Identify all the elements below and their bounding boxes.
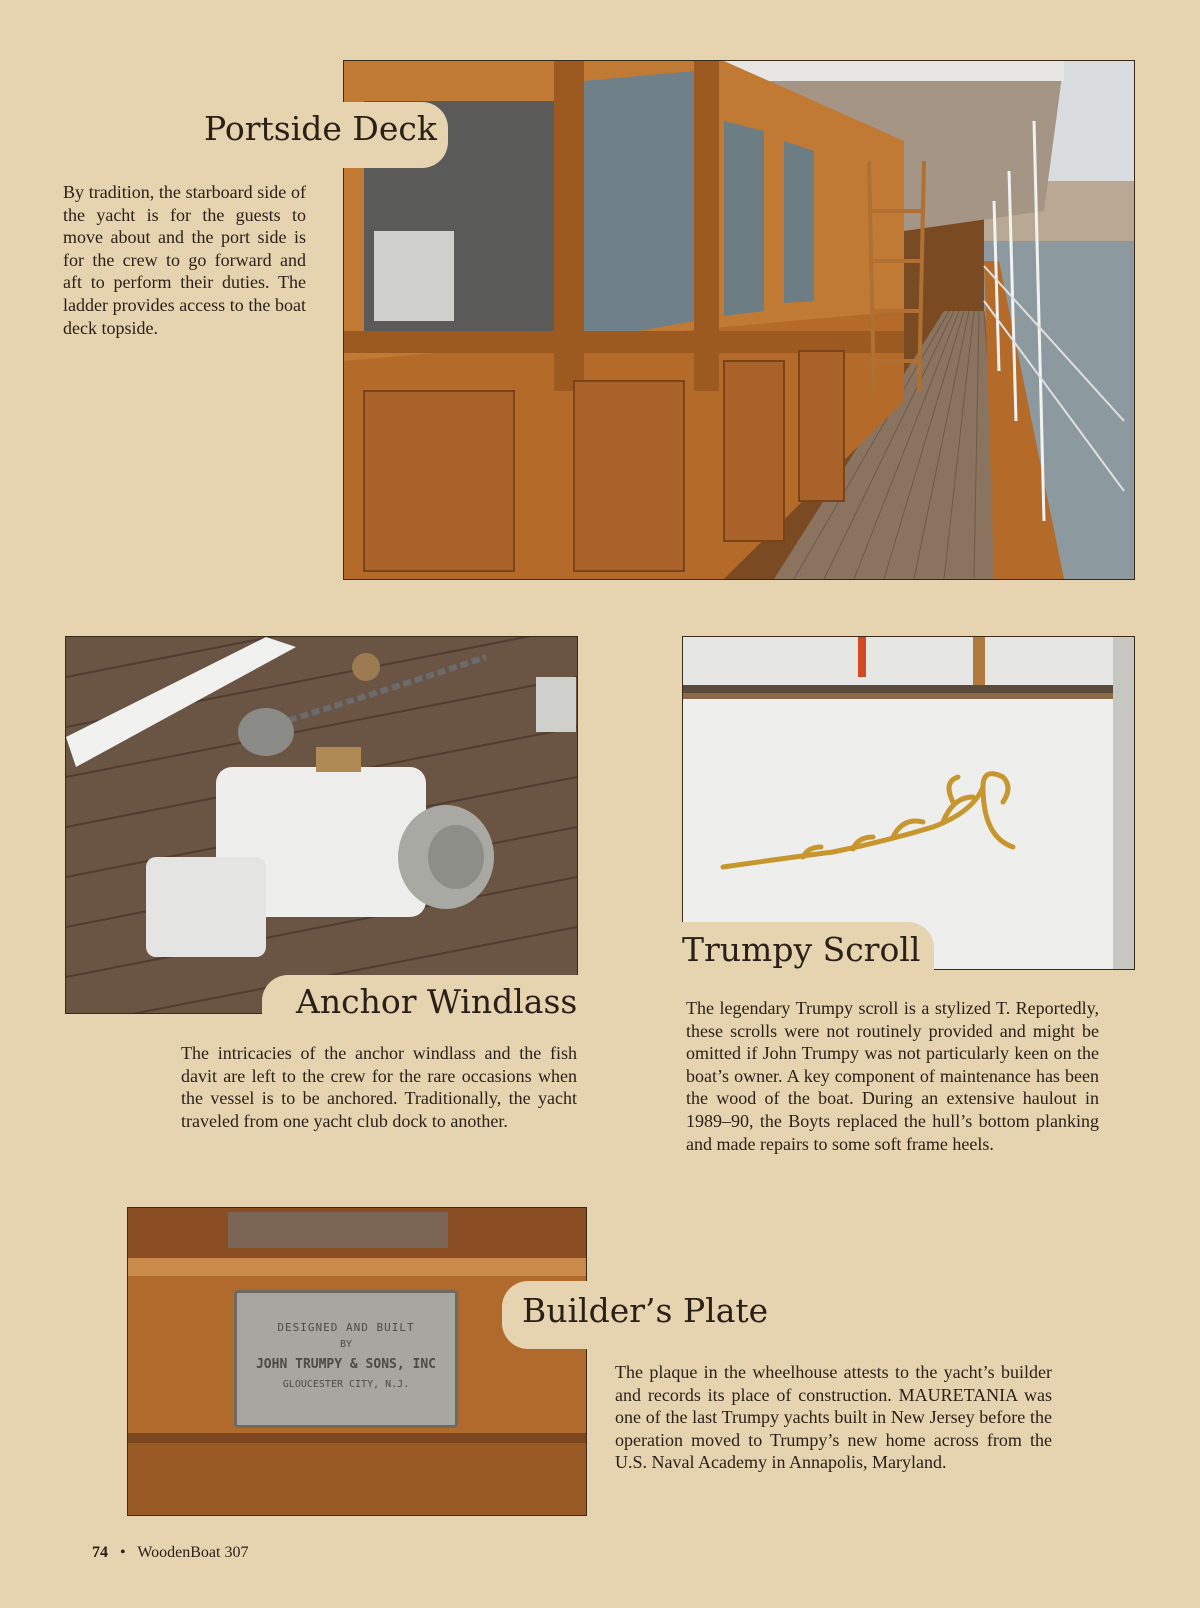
portside-deck-text: By tradition, the starboard side of the yacht is for the guests to move about and the port side is for the crew to go forward and aft to perform their duties. The ladder provides access to the boat deck topside. [63, 182, 306, 338]
trumpy-scroll-title: Trumpy Scroll [676, 922, 934, 974]
builders-plate-photo [127, 1207, 587, 1516]
anchor-windlass-illustration [66, 637, 577, 1013]
trumpy-scroll-text: The legendary Trumpy scroll is a stylized T. Reportedly, these scrolls were not routinely provided and might be omitted if John Trumpy was not particularly keen on the boat’s owner. A key component of maintenance has been the wood of the boat. During an extensive haulout in 1989–90, the Boyts replaced the hull’s bottom planking and made repairs to some soft frame heels. [686, 998, 1099, 1154]
plaque-line-2: BY [339, 1339, 353, 1350]
portside-deck-photo [343, 60, 1135, 580]
builders-plate-title: Builder’s Plate [502, 1281, 762, 1349]
anchor-windlass-title: Anchor Windlass [262, 975, 584, 1031]
trumpy-scroll-photo [682, 636, 1135, 970]
builders-plate-text: The plaque in the wheelhouse attests to the yacht’s builder and records its place of construction. MAURETANIA was one of the last Trumpy yachts built in New Jersey before the operation moved to Trumpy’s new home across from the U.S. Naval Academy in Annapolis, Maryland. [615, 1362, 1052, 1473]
plaque-line-1: DESIGNED AND BUILT [277, 1321, 415, 1334]
footer-bullet: • [120, 1544, 126, 1561]
builders-plaque [234, 1290, 458, 1428]
portside-deck-illustration [344, 61, 1134, 579]
portside-deck-title: Portside Deck [186, 102, 448, 168]
anchor-windlass-photo [65, 636, 578, 1014]
plaque-line-3: JOHN TRUMPY & SONS, INC [255, 1357, 436, 1372]
page-number: 74 [92, 1544, 108, 1561]
anchor-windlass-text: The intricacies of the anchor windlass and the fish davit are left to the crew for the rare occasions when the vessel is to be anchored. Traditionally, the yacht traveled from one yacht club dock to another. [181, 1043, 577, 1131]
publication-name: WoodenBoat 307 [137, 1544, 249, 1561]
plaque-line-4: GLOUCESTER CITY, N.J. [282, 1379, 410, 1390]
page-footer [92, 1544, 248, 1562]
trumpy-scroll-illustration [683, 637, 1134, 969]
